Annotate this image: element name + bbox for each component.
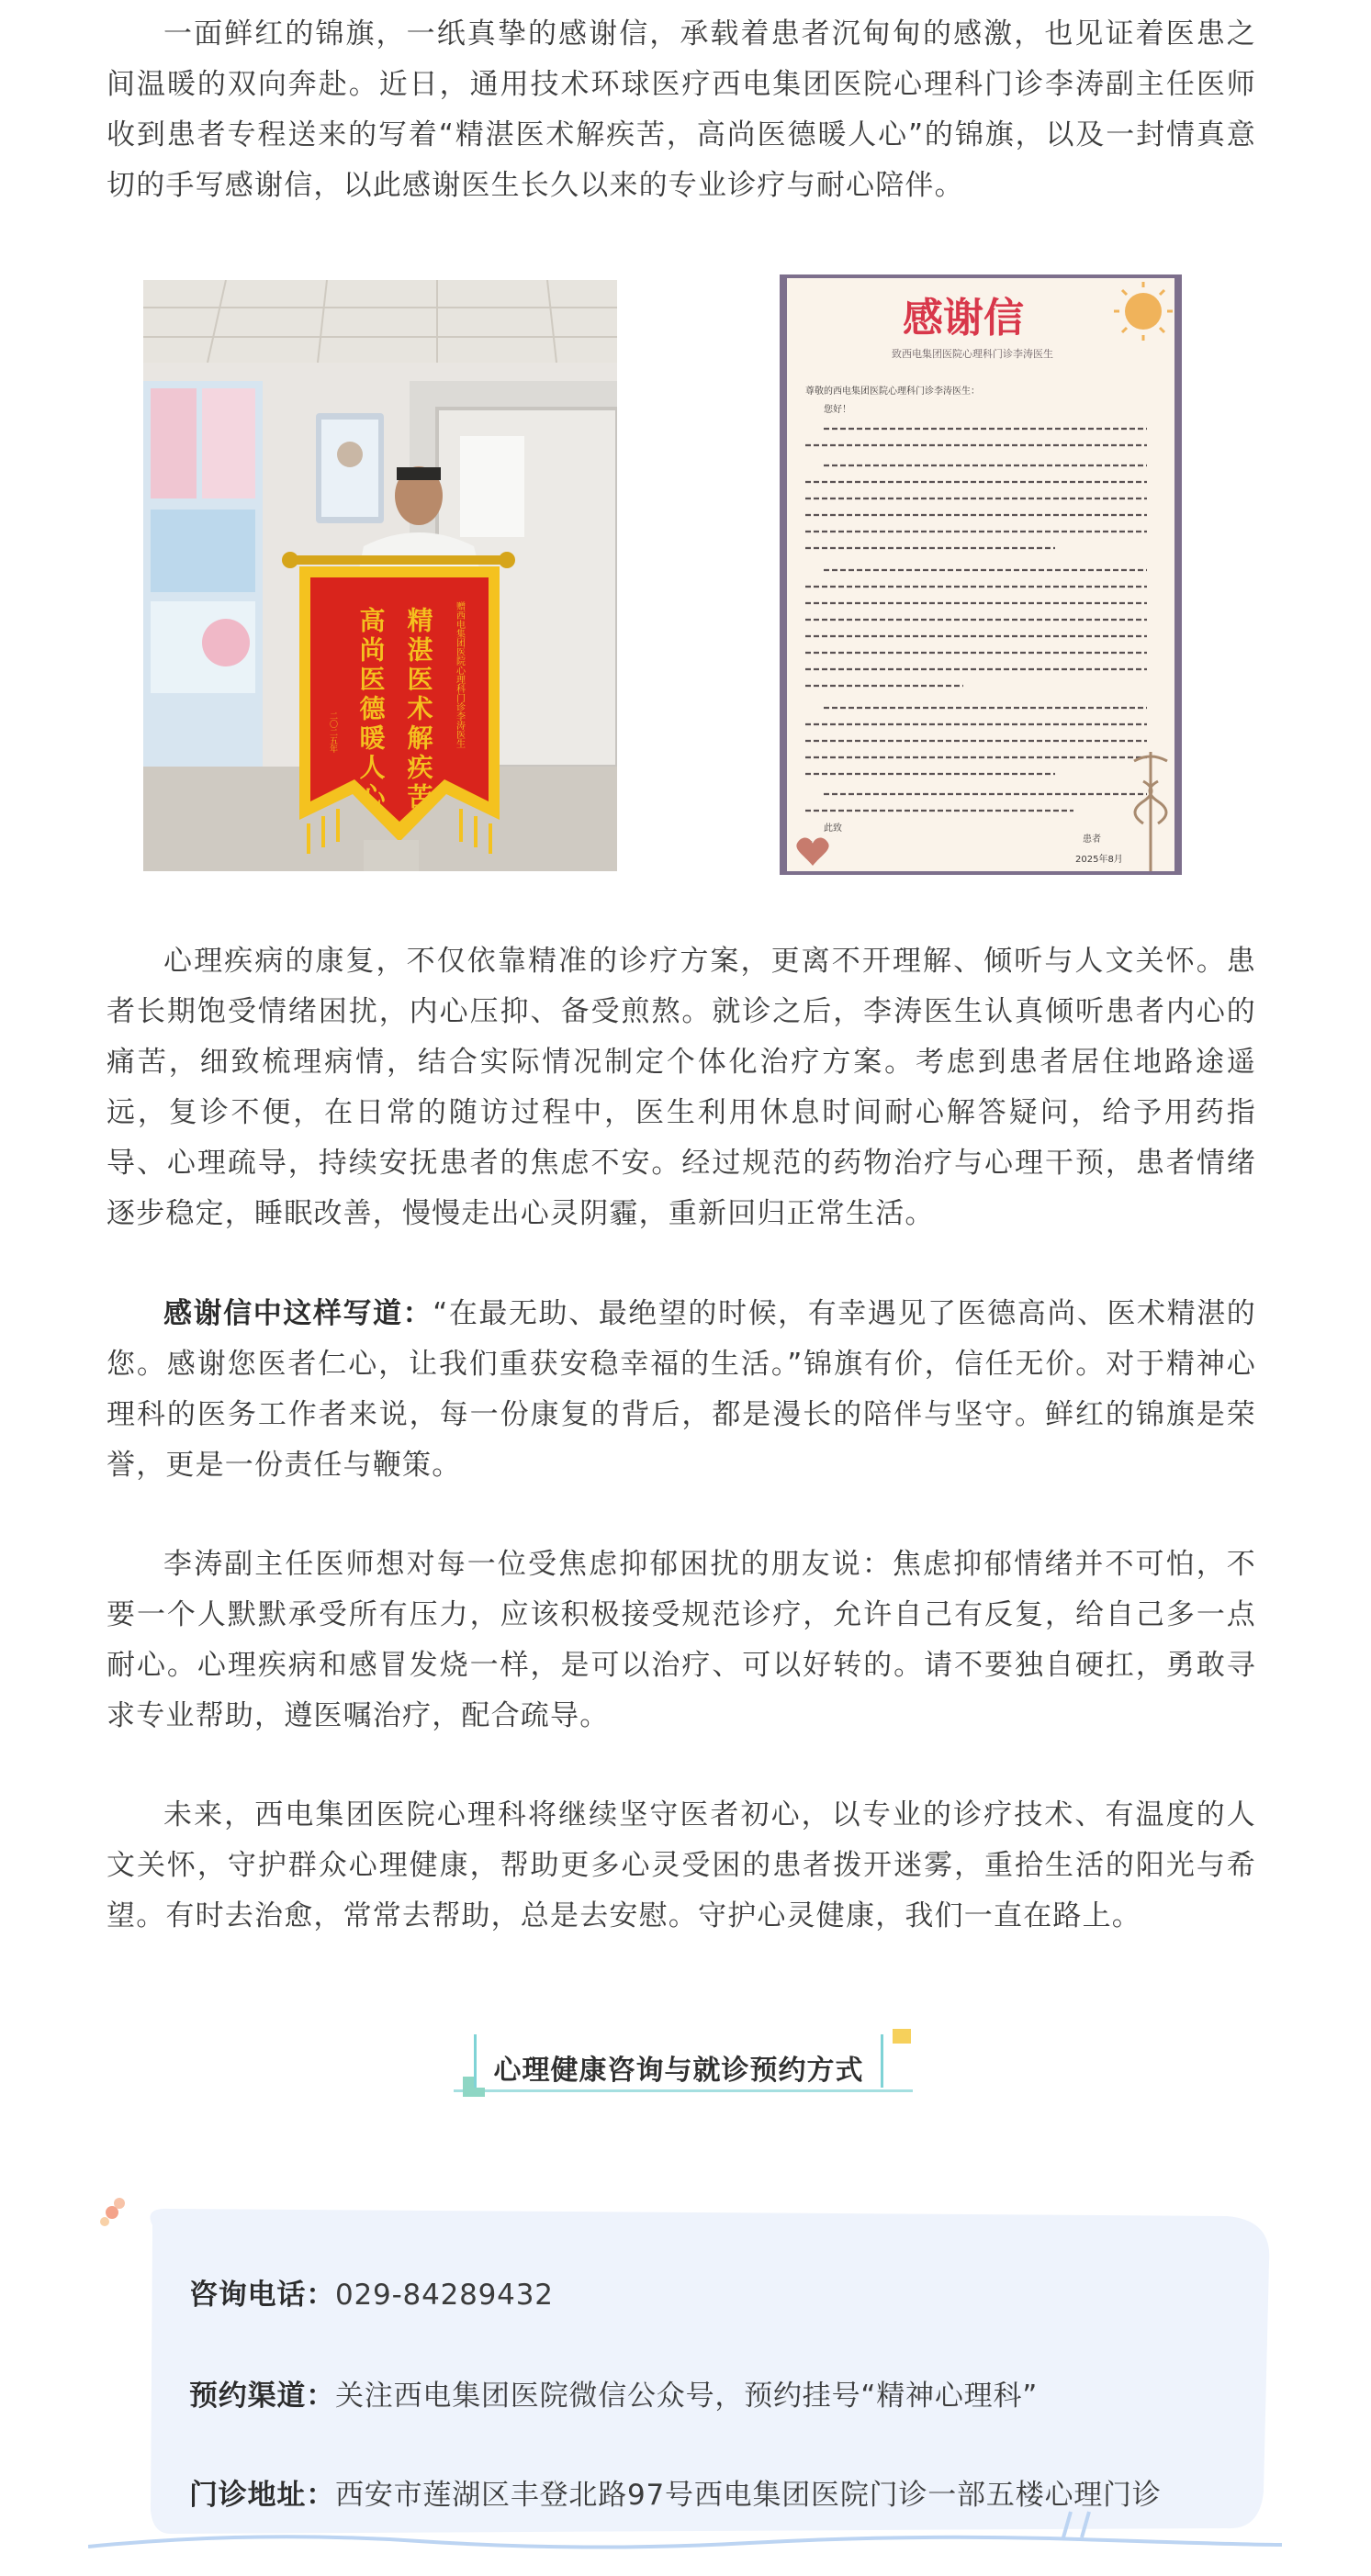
section-title: 心理健康咨询与就诊预约方式 [493, 2055, 864, 2087]
contact-card [88, 2189, 1282, 2565]
photo-thank-you-letter [780, 274, 1182, 875]
paragraph-future: 未来，西电集团医院心理科将继续坚守医者初心，以专业的诊疗技术、有温度的人文关怀，守护群众心理健康，帮助更多心灵受困的患者拨开迷雾，重拾生活的阳光与希望。有时去治愈，常常去帮助，总是去安慰。守护心灵健康，我们一直在路上。 [107, 1798, 1256, 1932]
letter-signature: 患者 [1083, 834, 1101, 845]
address-value: 西安市莲湖区丰登北路97号西电集团医院门诊一部五楼心理门诊 [335, 2479, 1162, 2512]
heading-corner-decor [893, 2029, 911, 2044]
letter-photo-illustration [780, 274, 1182, 875]
letter-subtitle: 致西电集团医院心理科门诊李涛医生 [892, 348, 1053, 360]
banner-left-column: 高尚医德暖人心 [355, 607, 387, 812]
contact-phone-row [189, 2277, 554, 2313]
paragraph-recovery: 心理疾病的康复，不仅依靠精准的诊疗方案，更离不开理解、倾听与人文关怀。患者长期饱受情绪困扰，内心压抑、备受煎熬。就诊之后，李涛医生认真倾听患者内心的痛苦，细致梳理病情，结合实际情况制定个体化治疗方案。考虑到患者居住地路途遥远，复诊不便，在日常的随访过程中，医生利用休息时间耐心解答疑问，给予用药指导、心理疏导，持续安抚患者的焦虑不安。经过规范的药物治疗与心理干预，患者情绪逐步稳定，睡眠改善，慢慢走出心灵阴霾，重新回归正常生活。 [107, 945, 1256, 1230]
letter-date: 2025年8月 [1075, 855, 1123, 865]
banner-side-text: 赠西电集团医院心理科门诊李涛医生 [454, 601, 465, 748]
contact-address-row [189, 2477, 1162, 2514]
address-label: 门诊地址： [189, 2479, 335, 2512]
letter-title: 感谢信 [903, 295, 1024, 342]
letter-quote-body: “在最无助、最绝望的时候，有幸遇见了医德高尚、医术精湛的您。感谢您医者仁心，让我们重获安稳幸福的生活。”锦旗有价，信任无价。对于精神心理科的医务工作者来说，每一份康复的背后，都是漫长的陪伴与坚守。鲜红的锦旗是荣誉，更是一份责任与鞭策。 [107, 1297, 1256, 1482]
letter-greeting: 您好！ [824, 405, 851, 415]
heading-box [474, 2034, 883, 2088]
phone-label: 咨询电话： [189, 2279, 335, 2312]
phone-number[interactable]: 029-84289432 [335, 2279, 554, 2312]
channel-label: 预约渠道： [189, 2380, 335, 2413]
channel-value: 关注西电集团医院微信公众号，预约挂号“精神心理科” [335, 2380, 1039, 2413]
banner-right-column: 精湛医术解疾苦 [403, 607, 434, 812]
contact-channel-row [189, 2378, 1038, 2414]
banner-photo-illustration [143, 280, 617, 871]
banner-date-text: 二〇二五年 [328, 711, 337, 753]
letter-salutation: 尊敬的西电集团医院心理科门诊李涛医生： [805, 386, 980, 397]
paragraph-intro: 一面鲜红的锦旗，一纸真挚的感谢信，承载着患者沉甸甸的感激，也见证着医患之间温暖的双向奔赴。近日，通用技术环球医疗西电集团医院心理科门诊李涛副主任医师收到患者专程送来的写着“精湛医术解疾苦，高尚医德暖人心”的锦旗，以及一封情真意切的手写感谢信，以此感谢医生长久以来的专业诊疗与耐心陪伴。 [107, 17, 1256, 202]
paragraph-doctor-message: 李涛副主任医师想对每一位受焦虑抑郁困扰的朋友说：焦虑抑郁情绪并不可怕，不要一个人默默承受所有压力，应该积极接受规范诊疗，允许自己有反复，给自己多一点耐心。心理疾病和感冒发烧一样，是可以治疗、可以好转的。请不要独自硬扛，勇敢寻求专业帮助，遵医嘱治疗，配合疏导。 [107, 1548, 1256, 1732]
letter-closing: 此致 [824, 823, 842, 834]
section-heading-appointment [446, 2029, 924, 2099]
photo-doctor-with-banner [143, 280, 617, 871]
heading-underline [454, 2089, 913, 2092]
paragraph-letter-quote [107, 1289, 1256, 1491]
letter-quote-lead: 感谢信中这样写道： [163, 1297, 433, 1330]
